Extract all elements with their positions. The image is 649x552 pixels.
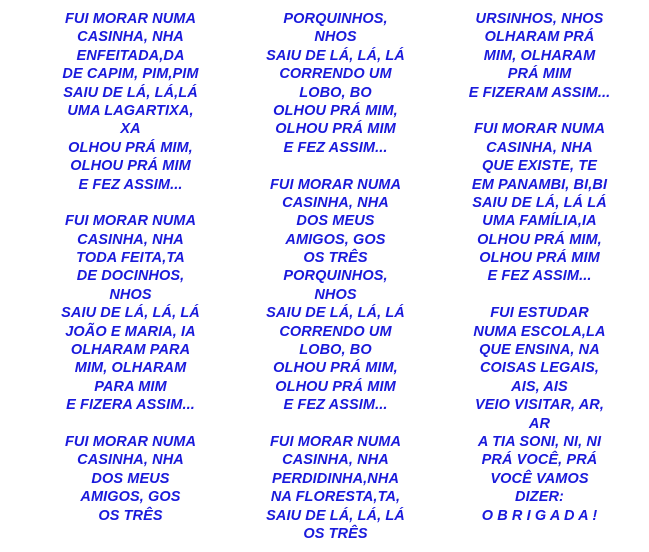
lyric-line: CORRENDO UM [279,323,392,340]
stanza-break [437,286,642,304]
lyric-line: E FEZ ASSIM... [78,176,183,193]
lyric-line: FUI MORAR NUMA [64,213,197,230]
lyric-line: AMIGOS, GOS [80,489,181,506]
lyric-line: EM PANAMBI, BI,BI [471,176,608,193]
lyric-line: LOBO, BO [299,84,372,101]
lyric-line: FUI MORAR NUMA [64,433,197,450]
lyric-line: VEIO VISITAR, AR, [475,397,604,414]
stanza-break [28,194,233,212]
lyric-line: MIM, OLHARAM [74,360,187,377]
lyric-line: FUI MORAR NUMA [269,433,402,450]
lyric-line: UMA FAMÍLIA,IA [482,213,597,230]
stanza-break [233,157,438,175]
lyric-line: A TIA SONI, NI, NI [477,433,602,450]
stanza-break [28,415,233,433]
lyric-line: PORQUINHOS, [283,268,388,285]
lyric-line: OLHOU PRÁ MIM [479,250,600,267]
lyric-line: CASINHA, NHA [486,139,593,156]
lyric-line: JOÃO E MARIA, IA [65,323,196,340]
lyric-line: PORQUINHOS, [283,11,388,27]
lyric-line: E FEZ ASSIM... [283,139,388,156]
lyric-line: AMIGOS, GOS [285,231,386,248]
lyric-line: OLHARAM PARA [70,342,191,359]
lyric-line: OS TRÊS [303,525,368,542]
lyric-line: NUMA ESCOLA,LA [473,323,606,340]
lyric-line: SAIU DE LÁ, LÁ LÁ [472,194,607,211]
lyric-line: PRÁ VOCÊ, PRÁ [481,452,598,469]
lyric-line: ENFEITADA,DA [76,47,185,64]
lyric-line: AR [528,415,551,432]
lyric-line: OLHOU PRÁ MIM, [477,231,602,248]
lyric-line: CASINHA, NHA [77,231,184,248]
lyric-line: OLHOU PRÁ MIM [275,378,396,395]
lyric-line: UMA LAGARTIXA, [67,102,194,119]
lyric-line: SAIU DE LÁ, LÁ, LÁ [266,305,405,322]
lyric-line: PRÁ MIM [507,66,572,83]
stanza-break [437,102,642,120]
lyric-line: E FIZERA ASSIM... [66,397,195,414]
lyric-line: SAIU DE LÁ, LÁ, LÁ [266,507,405,524]
lyric-line: XA [120,121,141,138]
lyrics-column-2 [233,10,438,543]
lyric-line: COISAS LEGAIS, [479,360,600,377]
lyric-line: O B R I G A D A ! [481,507,598,524]
stanza-break [233,415,438,433]
lyric-line: OS TRÊS [98,507,163,524]
lyric-line: OLHOU PRÁ MIM [70,158,191,175]
lyric-line: FUI MORAR NUMA [473,121,606,138]
lyric-line: QUE EXISTE, TE [481,158,597,175]
lyric-line: CASINHA, NHA [282,194,389,211]
lyric-line: DOS MEUS [91,470,170,487]
lyric-line: FUI ESTUDAR [490,305,589,322]
lyric-line: MIM, OLHARAM [483,47,596,64]
lyric-line: PARA MIM [94,378,167,395]
lyric-line: DOS MEUS [296,213,375,230]
lyric-line: OLHOU PRÁ MIM, [68,139,193,156]
lyrics-column-3 [437,10,642,525]
lyric-line: NHOS [314,29,357,46]
lyric-line: NA FLORESTA,TA, [270,489,401,506]
lyric-line: CASINHA, NHA [282,452,389,469]
lyric-line: OLHOU PRÁ MIM, [273,360,398,377]
lyric-line: OLHARAM PRÁ [484,29,595,46]
lyric-line: OLHOU PRÁ MIM [275,121,396,138]
lyric-line: PERDIDINHA,NHA [271,470,400,487]
lyric-line: SAIU DE LÁ, LÁ, LÁ [266,47,405,64]
lyric-line: DE DOCINHOS, [76,268,185,285]
lyric-line: CASINHA, NHA [77,29,184,46]
lyric-line: NHOS [109,286,152,303]
lyric-line: CORRENDO UM [279,66,392,83]
lyric-line: TODA FEITA,TA [76,250,185,267]
lyric-line: OS TRÊS [303,250,368,267]
lyric-line: FUI MORAR NUMA [64,11,197,27]
lyric-line: E FIZERAM ASSIM... [468,84,611,101]
lyric-line: OLHOU PRÁ MIM, [273,102,398,119]
lyric-line: LOBO, BO [299,342,372,359]
lyric-line: DIZER: [515,489,564,506]
lyric-line: URSINHOS, NHOS [475,11,604,27]
lyric-line: CASINHA, NHA [77,452,184,469]
lyric-line: SAIU DE LÁ, LÁ,LÁ [63,84,198,101]
lyric-line: AIS, AIS [511,378,568,395]
lyric-line: DE CAPIM, PIM,PIM [62,66,199,83]
lyric-line: E FEZ ASSIM... [487,268,592,285]
lyric-line: NHOS [314,286,357,303]
lyric-line: E FEZ ASSIM... [283,397,388,414]
lyrics-column-1 [28,10,233,525]
lyric-line: FUI MORAR NUMA [269,176,402,193]
lyric-line: VOCÊ VAMOS [490,470,589,487]
lyric-line: SAIU DE LÁ, LÁ, LÁ [61,305,200,322]
lyric-line: QUE ENSINA, NA [479,342,600,359]
